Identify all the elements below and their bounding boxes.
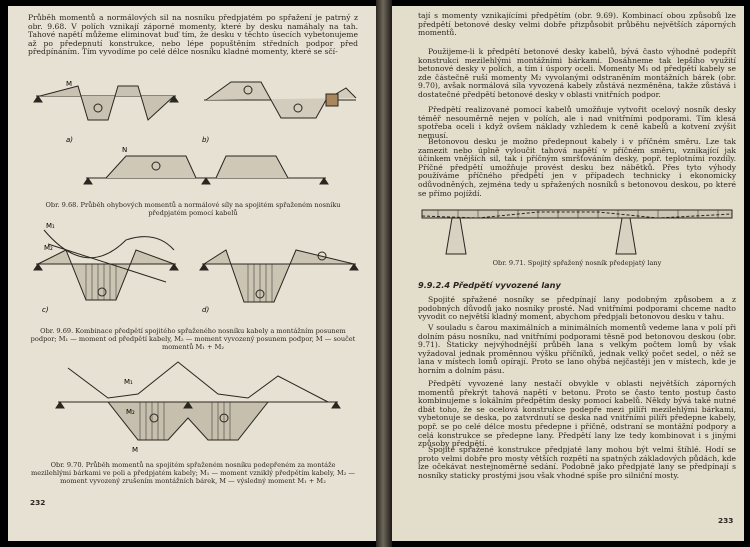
fig70-label-m2: M₂	[126, 408, 135, 416]
fig69-label-d: d)	[202, 306, 210, 314]
figure-9-69	[26, 220, 366, 328]
left-page	[8, 6, 376, 541]
fig70-label-m1: M₁	[124, 378, 133, 386]
fig70-m1-line	[68, 362, 328, 402]
right-paragraph-3: Předpětí realizované pomocí kabelů umožňuje vytvořit ocelový nosník desky téměř nesouměrně nejen v polích, ale i nad vnitřními podporami. Tím klesá spotřeba oceli i když ovšem náklady vzhledem k ceně kabelů a kotvení zvýšit nemusí.	[418, 105, 736, 140]
fig70-moment-area	[78, 402, 268, 440]
fig69-label-m1: M₁	[46, 222, 55, 230]
figure-9-68	[26, 70, 366, 198]
fig68b-hatch-patch	[326, 94, 338, 106]
fig71-deck	[422, 210, 732, 218]
right-paragraph-7: Předpětí vyvozené lany nestačí obvykle v oblasti největších záporných momentů překrýt tahová napětí v betonu. Proto se často tento postup často kombinujeme s lokálním předpětím desky pomocí kabelů. Někdy bývá také nutné dbát toho, že se ocelová konstrukce podepře mezi pilíři mezilehlými bárkami, vybetonuje se deska, po zatvrdnutí se deska nad vnitřními pilíři předepne kabely, popř. se po celé délce mostu předepne i příčně, odstraní se montážní podpory a celá konstrukce se předepne lany. Předpětí lany lze tedy kombinovat i s jinými způsoby předpětí.	[418, 379, 736, 449]
figure-9-68-caption: Obr. 9.68. Průběh ohybových momentů a normálové síly na spojitém spřaženém nosníku předpjatém pomocí kabelů	[45, 201, 341, 217]
figure-9-71	[418, 202, 736, 258]
fig69d-moment-area	[204, 250, 354, 302]
right-paragraph-4: Betonovou desku je možno předepnout kabely i v příčném směru. Lze tak zamezit nebo úplně vyloučit tahová napětí v příčném směru, vznikající jak účinkem vnějších sil, tak i příčným smršťováním desky, popř. teplotními rozdíly. Příčné předpětí umožňuje provést desku bez nábětků. Přes tyto výhody používáme příčného předpětí jen v případech technicky i ekonomicky odůvodněných, zejména tedy u spřažených nosníků s betonovou deskou, po které se přímo pojíždí.	[418, 137, 736, 198]
right-page-number: 233	[718, 516, 734, 525]
section-heading: 9.9.2.4 Předpětí vyvozené lany	[418, 280, 561, 290]
left-page-number: 232	[30, 498, 46, 507]
right-paragraph-6: V souladu s čarou maximálních a minimálních momentů vedeme lana v polí při dolním pásu nosníku, nad vnitřními podporami těsně pod betonovou deskou (obr. 9.71). Staticky nejvýhodnější průběh lana s velkým počtem lomů by však vyžadoval jednak proměnnou výšku příčníků, jednak velký počet sedel, o něž se lana v místech lomů opírají. Proto se lano ohýbá nejčastěji jen v místech, kde je horním a dolním pásu.	[418, 323, 736, 375]
right-paragraph-5: Spojité spřažené nosníky se předpínají lany podobným způsobem a z podobných důvodů jako nosníky prosté. Nad vnitřními podporami chceme nadto vyvodit co největší kladný moment, abychom předpjali betonovou desku v tahu.	[418, 295, 736, 322]
figure-9-70	[48, 358, 348, 458]
right-paragraph-1: tají s momenty vznikajícími předpětím (obr. 9.69). Kombinací obou způsobů lze předpětí betonové desky velmi dobře přizpůsobit průběhu největších záporných momentů.	[418, 11, 736, 38]
fig70-label-m: M	[132, 446, 139, 454]
book-gutter	[376, 0, 392, 547]
figure-9-71-caption: Obr. 9.71. Spojitý spřažený nosník předepjatý lany	[492, 259, 662, 267]
figure-9-69-caption: Obr. 9.69. Kombinace předpětí spojitého spřaženého nosníku kabely a montážním posunem podpor; M₁ — moment od předpětí kabely, M₂ — moment vyvozený posunem podpor, M — součet momentů M₁ + M₂	[30, 327, 356, 351]
fig68-label-n: N	[122, 146, 128, 154]
figure-9-70-caption: Obr. 9.70. Průběh momentů na spojitém spřaženém nosníku podepřeném za montáže mezilehlými bárkami ve poli a předpjatém kabely; M₁ — moment vzniklý předpětím kabely, M₂ — moment vyvozený zrušením montážních bárek, M — výsledný moment M₁ + M₂	[30, 461, 356, 485]
right-paragraph-8: Spojité spřažené konstrukce předpjaté lany mohou být velmi štíhlé. Hodí se proto velmi dobře pro mosty větších rozpětí na spatných základových půdách, kde lze očekávat nestejnoměrné sedání. Podobně jako předpjaté lany se předpínají s nosníky staticky prostými jsou však vhodné spíše pro silniční mosty.	[418, 445, 736, 480]
left-intro-paragraph: Průběh momentů a normálových sil na nosníku předpjatém po spřažení je patrný z obr. 9.68. V polích vznikají záporné momenty, které by desku namáhaly na tah. Tahové napětí můžeme eliminovat buď tím, že desku v těchto úsecích vybetonujeme až po předepnutí konstrukce, nebo lépe popuštěním středních podpor před předpínáním. Tím vyvodíme po celé délce nosníku kladné momenty, které se sčí-	[28, 13, 358, 57]
fig69-label-c: c)	[42, 306, 49, 314]
fig68a-support-left	[34, 96, 42, 102]
fig69-label-m2: M₂	[44, 244, 53, 252]
fig68-normal-force-left	[106, 156, 196, 178]
fig71-pier-left	[446, 218, 466, 254]
fig68a-label-m: M	[66, 80, 73, 88]
right-paragraph-2: Použijeme-li k předpětí betonové desky kabelů, bývá často výhodné podepřít konstrukci mezilehlými montážními bárkami. Dosáhneme tak lepšího využití betonové desky v polích, a tím i úspory oceli. Momenty M₁ od předpětí kabely se zde částečně ruší momenty M₂ vyvolanými odstraněním montážních bárek (obr. 9.70), avšak normálová síla vyvozená kabely zůstává nezměněna, takže zůstává i dostatečné předpětí betonové desky v oblasti vnitřních podpor.	[418, 47, 736, 99]
fig71-pier-right	[616, 218, 636, 254]
fig68-normal-force-right	[216, 156, 288, 178]
fig68a-moment-diagram	[40, 86, 174, 120]
fig68-label-b: b)	[202, 136, 210, 144]
fig68-label-a: a)	[66, 136, 74, 144]
right-page	[392, 6, 744, 541]
